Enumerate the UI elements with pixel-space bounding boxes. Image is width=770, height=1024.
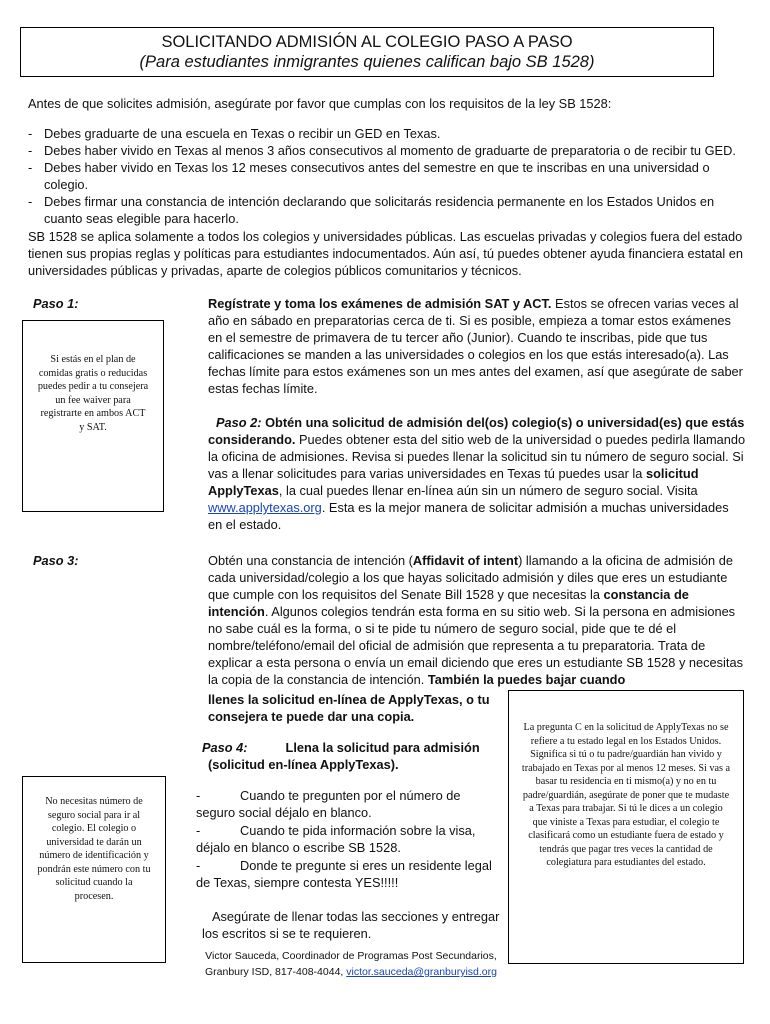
- list-item: - Cuando te pida información sobre la visa,: [196, 822, 476, 838]
- list-item: - Cuando te pregunten por el número de: [196, 788, 461, 803]
- footer: [196, 948, 506, 980]
- step-2-text: Paso 2: Obtén una solicitud de admisión del(os) colegio(s) o universidad(es) que estás considerando. Puedes obtener esta del sitio web de la universidad o puedes pedirla llamando la oficina de admisiones. Revisa si puedes llenar la solicitud sin tu número de seguro social. Si vas a llenar solicitudes para varias universidades en Texas tú puedes usar la solicitud ApplyTexas, la cual puedes llenar en-línea aún sin un número de seguro social. Visita www.applytexas.org. Esta es la mejor manera de solicitar admisión a muchas universidades en el estado.: [208, 415, 746, 532]
- step-1-text: Regístrate y toma los exámenes de admisión SAT y ACT. Estos se ofrecen varias veces al año en sábado en preparatorias cerca de ti. Si es posible, empieza a tomar estos exámenes en el semestre de primavera de tu tercer año (Junior). Cuando te inscribas, pide que tus calificaciones se manden a las universidades o colegios en los que estás interesado(a). Las fechas límite para estos exámenes son un mes antes del examen, así que asegúrate de saber estas fechas límite.: [208, 296, 743, 396]
- question-c-note: La pregunta C en la solicitud de ApplyTexas no se refiere a tu estado legal en los Estados Unidos. Significa si tú o tu padre/guardián han vivido y trabajado en Texas por al menos 12 meses. Si vas a basar tu residencia en ti mismo(a) y no en tu padre/guardián, asegúrate de poner que te mudaste a Texas para trabajar. Si tú le dices a un colegio que viniste a Texas para estudiar, el colegio te clasificará como un estudiante fuera de estado y tendrás que pagar tres veces la cantidad de colegiatura para estudiantes del estado.: [508, 690, 744, 964]
- email-link[interactable]: victor.sauceda@granburyisd.org: [346, 966, 497, 978]
- title-box: [20, 27, 714, 77]
- list-item: - Donde te pregunte si eres un residente legal: [196, 857, 492, 873]
- step-1-label: Paso 1:: [33, 296, 79, 311]
- step-4-closing-1: Asegúrate de llenar todas las secciones y entregar: [212, 909, 500, 924]
- fee-waiver-note: Si estás en el plan de comidas gratis o reducidas puedes pedir a tu consejera un fee waiver para registrarte en ambos ACT y SAT.: [22, 320, 164, 512]
- step-4-items: - Cuando te pregunten por el número de seguro social déjalo en blanco. - Cuando te pida información sobre la visa, déjalo en blanco o escribe SB 1528. - Donde te pregunte si eres un residente legal de Texas, siempre contesta YES!!!!!: [196, 787, 506, 891]
- footer-line-2: Granbury ISD, 817-408-4044, victor.sauceda@granburyisd.org: [205, 966, 497, 978]
- requirements-list: [28, 125, 748, 227]
- intro-text: Antes de que solicites admisión, asegúrate por favor que cumplas con los requisitos de la ley SB 1528:: [28, 96, 612, 111]
- step-4-subheading: (solicitud en-línea ApplyTexas).: [208, 757, 399, 772]
- step-3-bold-line-3: consejera te puede dar una copia.: [208, 709, 415, 724]
- step-3-bold-line-2: llenes la solicitud en-línea de ApplyTexas, o tu: [208, 692, 490, 707]
- footer-line-1: Victor Sauceda, Coordinador de Programas Post Secundarios,: [205, 950, 497, 962]
- list-item: - Debes haber vivido en Texas los 12 meses consecutivos antes del semestre en que te inscribas en una universidad o colegio.: [28, 160, 710, 192]
- list-item: - Debes haber vivido en Texas al menos 3 años consecutivos al momento de graduarte de preparatoria o de recibir tu GED.: [28, 143, 736, 158]
- step-2-label: Paso 2:: [216, 415, 262, 430]
- step-4-label: Paso 4:: [202, 740, 248, 755]
- list-item: - Debes firmar una constancia de intención declarando que solicitarás residencia permanente en los Estados Unidos en cuanto seas elegible para hacerlo.: [28, 194, 715, 226]
- page-title: SOLICITANDO ADMISIÓN AL COLEGIO PASO A PASO: [161, 33, 573, 51]
- page-subtitle: (Para estudiantes inmigrantes quienes califican bajo SB 1528): [139, 53, 595, 71]
- sb1528-paragraph: SB 1528 se aplica solamente a todos los colegios y universidades públicas. Las escuelas privadas y colegios fuera del estado tienen sus propias reglas y políticas para estudiantes indocumentados. Aún así, tú puedes obtener ayuda financiera estatal en universidades públicas y privadas, aparte de colegios públicos comunitarios y técnicos.: [28, 229, 743, 278]
- step-4-heading: Paso 4: Llena la solicitud para admisión: [202, 740, 480, 755]
- step-3-label: Paso 3:: [33, 553, 79, 568]
- list-item: - Debes graduarte de una escuela en Texas o recibir un GED en Texas.: [28, 126, 441, 141]
- step-4-closing-2: los escritos si se te requieren.: [202, 926, 372, 941]
- step-3-text: Obtén una constancia de intención (Affidavit of intent) llamando a la oficina de admisión de cada universidad/colegio a los que hayas solicitado admisión y diles que eres un estudiante que cumple con los requisitos del Senate Bill 1528 y que necesitas la constancia de intención. Algunos colegios tendrán esta forma en su sitio web. Si la persona en admisiones no sabe cuál es la forma, o si te pide tu número de seguro social, pide que te dé el nombre/teléfono/email del oficial de admisión que representa a tu preparatoria. Trata de explicar a esta persona o envía un email diciendo que eres un estudiante SB 1528 y necesitas la copia de la constancia de intención. También la puedes bajar cuando: [208, 553, 743, 687]
- ssn-note: No necesitas número de seguro social para ir al colegio. El colegio o universidad te darán un número de identificación y pondrán este número con tu solicitud cuando la procesen.: [22, 776, 166, 963]
- applytexas-link[interactable]: www.applytexas.org: [208, 500, 322, 515]
